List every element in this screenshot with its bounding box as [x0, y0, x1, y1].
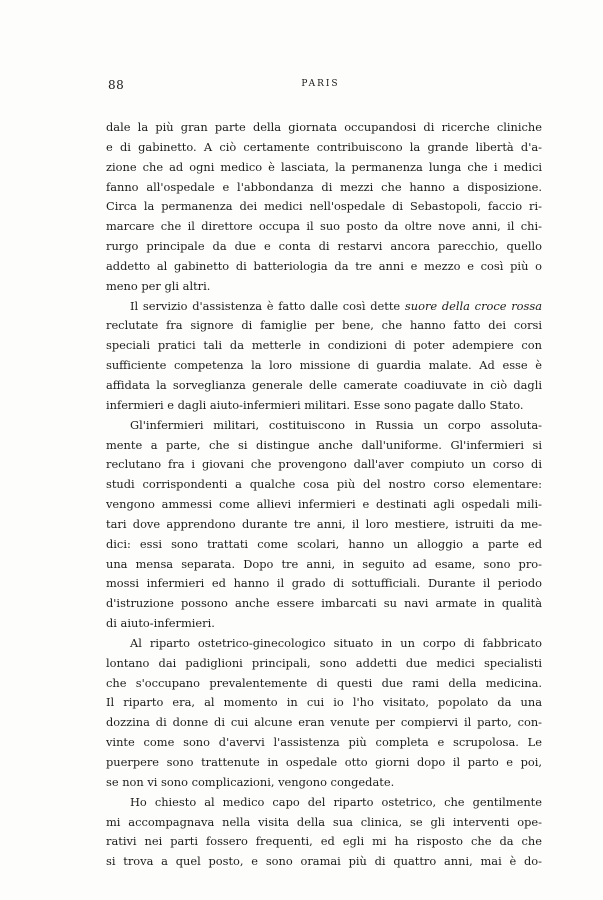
text-line: dici: essi sono trattati come scolari, hanno un alloggio a parte ed — [106, 536, 542, 551]
text-line: zione che ad ogni medico è lasciata, la permanenza lunga che i medici — [106, 159, 542, 174]
text-line: se non vi sono complicazioni, vengono congedate. — [106, 774, 395, 789]
text-line: lontano dai padiglioni principali, sono addetti due medici specialisti — [106, 655, 542, 670]
text-line: puerpere sono trattenute in ospedale otto giorni dopo il parto e poi, — [106, 755, 542, 769]
text-line: studi corrispondenti a qualche cosa più del nostro corso elementare: — [106, 477, 542, 492]
text-line: Gl'infermieri militari, costituiscono in Russia un corpo assoluta- — [130, 417, 542, 432]
text-line: una mensa separata. Dopo tre anni, in seguito ad esame, sono pro- — [106, 556, 542, 571]
text-line: Al riparto ostetrico-ginecologico situato in un corpo di fabbricato — [130, 635, 542, 650]
text-line: Il riparto era, al momento in cui io l'ho visitato, popolato da una — [106, 695, 542, 710]
text-line: d'istruzione possono anche essere imbarcati su navi armate in qualità — [106, 596, 542, 611]
text-line: mente a parte, che si distingue anche dall'uniforme. Gl'infermieri si — [106, 437, 542, 452]
text-line: di aiuto-infermieri. — [106, 616, 215, 631]
text-line: Circa la permanenza dei medici nell'ospedale di Sebastopoli, faccio ri- — [106, 199, 542, 214]
text-line: affidata la sorveglianza generale delle camerate coadiuvate in ciò dagli — [106, 377, 542, 392]
page-number: 88 — [108, 78, 125, 92]
text-line: reclutano fra i giovani che provengono dall'aver compiuto un corso di — [106, 457, 542, 472]
text-line: reclutate fra signore di famiglie per bene, che hanno fatto dei corsi — [106, 318, 542, 333]
text-line: si trova a quel posto, e sono oramai più di quattro anni, mai è do- — [106, 854, 542, 869]
text-line: speciali pratici tali da metterle in condizioni di poter adempiere con — [106, 338, 542, 353]
text-fragment: Il servizio d'assistenza è fatto dalle così dette — [130, 298, 401, 313]
text-line: dozzina di donne di cui alcune eran venute per compiervi il parto, con- — [106, 715, 542, 730]
text-line: infermieri e dagli aiuto-infermieri militari. Esse sono pagate dallo Stato. — [106, 397, 524, 412]
text-line: che s'occupano prevalentemente di questi due rami della medicina. — [106, 675, 542, 690]
text-line-with-italic — [106, 297, 542, 317]
text-line: marcare che il direttore occupa il suo posto da oltre nove anni, il chi- — [106, 219, 542, 234]
text-line: e di gabinetto. A ciò certamente contribuiscono la grande libertà d'a- — [106, 139, 542, 154]
text-line: vengono ammessi come allievi infermieri e destinati agli ospedali mili- — [106, 497, 542, 512]
text-line: vinte come sono d'avervi l'assistenza più completa e scrupolosa. Le — [106, 735, 542, 750]
text-line: rurgo principale da due e conta di restarvi ancora parecchio, quello — [106, 239, 542, 254]
italic-phrase: suore della croce rossa — [404, 298, 542, 313]
text-line: rativi nei parti fossero frequenti, ed egli mi ha risposto che da che — [106, 834, 542, 849]
text-line: mi accompagnava nella visita della sua clinica, se gli interventi ope- — [106, 814, 542, 829]
text-line: addetto al gabinetto di batteriologia da tre anni e mezzo e così più o — [106, 258, 542, 273]
text-line: fanno all'ospedale e l'abbondanza di mezzi che hanno a disposizione. — [106, 179, 542, 194]
text-line: tari dove apprendono durante tre anni, il loro mestiere, istruiti da me- — [106, 516, 542, 531]
body-text — [106, 118, 542, 872]
text-line: meno per gli altri. — [106, 278, 211, 293]
text-line: sufficiente competenza la loro missione di guardia malate. Ad esse è — [106, 358, 542, 373]
text-line: dale la più gran parte della giornata occupandosi di ricerche cliniche — [106, 120, 542, 134]
running-title: PARIS — [301, 79, 340, 89]
text-line: Ho chiesto al medico capo del riparto ostetrico, che gentilmente — [130, 794, 542, 809]
text-line: mossi infermieri ed hanno il grado di sottufficiali. Durante il periodo — [106, 576, 542, 591]
